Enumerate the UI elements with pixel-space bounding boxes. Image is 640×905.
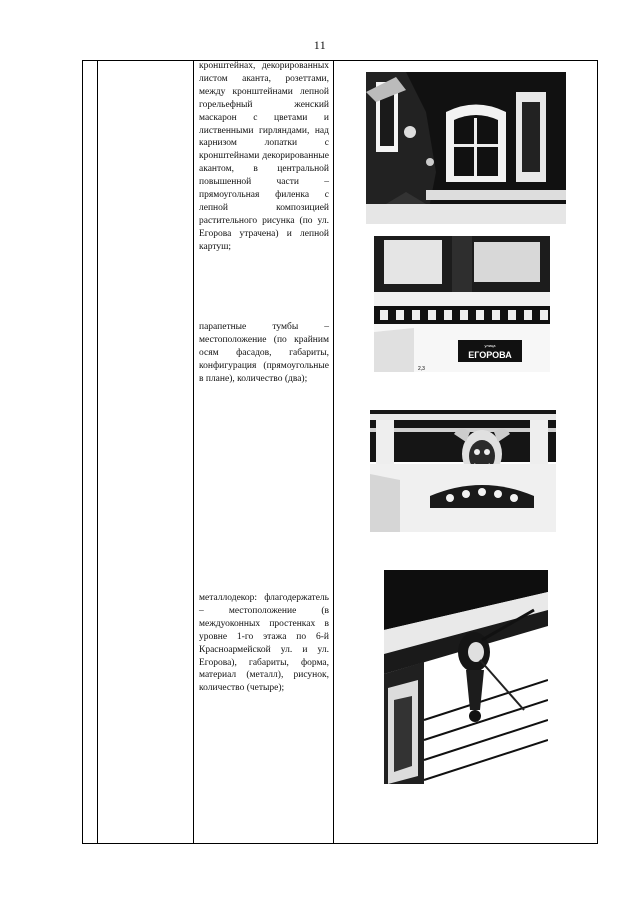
description-text-2: парапетные тумбы – местоположение (по крайним осям фасадов, габариты, конфигурация (прямоугольные в плане), количество (два); — [199, 322, 329, 384]
photo-mascaron — [370, 384, 556, 532]
description-text-1: кронштейнах, декорированных листом аканта, розеттами, между кронштейнами лепной горельефный женский маскарон с цветами и лиственными гирляндами, над карнизом лопатки с кронштейнами декорированные акантом, в центральной повышенной части – прямоугольная филенка с лепной композицией растительного рисунка (по ул. Егорова утрачена) и лепной картуш; — [199, 61, 329, 252]
column-divider-1 — [97, 61, 98, 843]
photo-facade-bay-window — [366, 72, 566, 224]
description-block-facade-decor — [199, 60, 329, 254]
street-sign-name: ЕГОРОВА — [468, 350, 512, 360]
photo-cornice-street-sign — [374, 236, 550, 372]
street-sign-number: 2,3 — [418, 366, 425, 372]
photo-flag-holder — [384, 570, 548, 784]
page-number: 11 — [313, 38, 327, 52]
column-divider-2 — [193, 61, 194, 843]
description-block-metal-decor — [199, 592, 329, 695]
street-sign-caption: улица — [484, 343, 496, 348]
column-divider-3 — [333, 61, 334, 843]
description-block-parapet — [199, 321, 329, 386]
description-text-3: металлодекор: флагодержатель – местоположение (в междуоконных простенках в уровне 1-го этажа по 6-й Красноармейской ул. и ул. Егорова), габариты, форма, материал (металл), рисунок, количество (четыре); — [199, 593, 329, 694]
